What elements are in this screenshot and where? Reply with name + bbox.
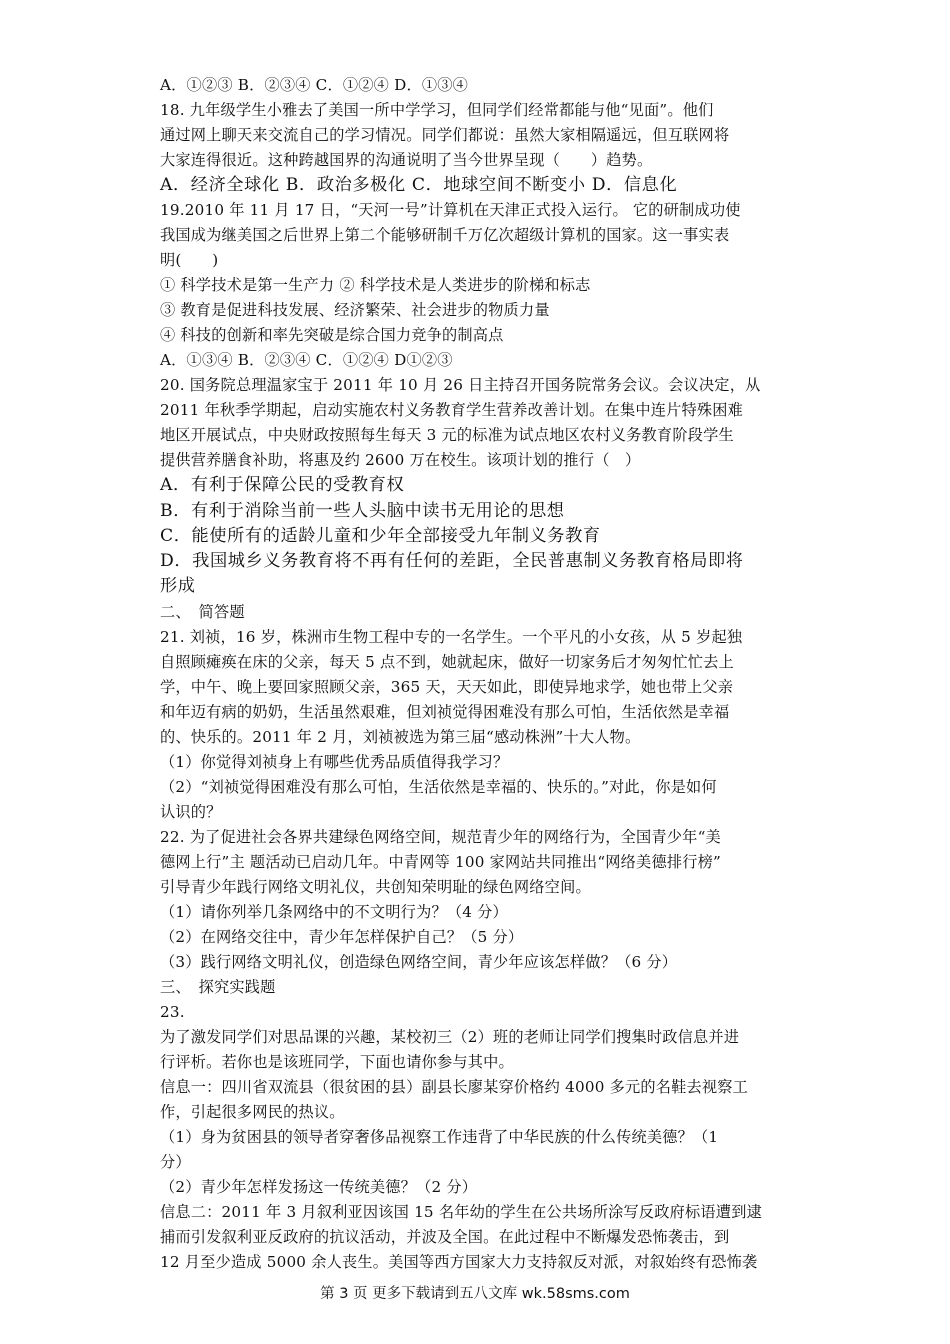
text-line: D．我国城乡义务教育将不再有任何的差距，全民普惠制义务教育格局即将 xyxy=(160,551,744,572)
page-footer: 第 3 页 更多下载请到五八文库 wk.58sms.com xyxy=(320,1286,630,1302)
text-line: （3）践行网络文明礼仪，创造绿色网络空间，青少年应该怎样做？（6 分） xyxy=(160,952,678,971)
text-line: B．有利于消除当前一些人头脑中读书无用论的思想 xyxy=(160,500,565,521)
text-line: 通过网上聊天来交流自己的学习情况。同学们都说：虽然大家相隔遥远，但互联网将 xyxy=(160,126,730,144)
text-line: 行评析。若你也是该班同学，下面也请你参与其中。 xyxy=(160,1052,514,1071)
text-line: 明( ) xyxy=(160,251,219,270)
text-line: 20. 国务院总理温家宝于 2011 年 10 月 26 日主持召开国务院常务会议。会议决定，从 xyxy=(160,376,761,395)
text-line: （2）青少年怎样发扬这一传统美德？（2 分） xyxy=(160,1177,478,1196)
text-line: 作，引起很多网民的热议。 xyxy=(160,1102,345,1121)
text-line: 为了激发同学们对思品课的兴趣，某校初三（2）班的老师让同学们搜集时政信息并进 xyxy=(160,1027,740,1046)
text-line: 的、快乐的。2011 年 2 月，刘祯被选为第三届“感动株洲”十大人物。 xyxy=(160,727,641,746)
text-line: ④ 科技的创新和率先突破是综合国力竞争的制高点 xyxy=(160,326,504,345)
text-line: （1）身为贫困县的领导者穿奢侈品视察工作违背了中华民族的什么传统美德？（1 xyxy=(160,1127,719,1146)
text-line: （1）请你列举几条网络中的不文明行为？（4 分） xyxy=(160,902,508,921)
text-line: 自照顾瘫痪在床的父亲，每天 5 点不到，她就起床，做好一切家务后才匆匆忙忙去上 xyxy=(160,652,734,671)
text-line: 认识的？ xyxy=(160,802,222,821)
text-line: ① 科学技术是第一生产力 ② 科学技术是人类进步的阶梯和标志 xyxy=(160,276,591,295)
text-line: 学，中午、晚上要回家照顾父亲，365 天，天天如此，即使异地求学，她也带上父亲 xyxy=(160,677,734,696)
text-line: 地区开展试点，中央财政按照每生每天 3 元的标准为试点地区农村义务教育阶段学生 xyxy=(160,426,734,445)
text-line: A．①③④ B．②③④ C．①②④ D①②③ xyxy=(160,351,453,370)
text-line: ③ 教育是促进科技发展、经济繁荣、社会进步的物质力量 xyxy=(160,301,550,320)
text-line: 形成 xyxy=(160,576,196,597)
text-line: 12 月至少造成 5000 余人丧生。美国等西方国家大力支持叙反对派，对叙始终有恐怖袭 xyxy=(160,1252,758,1271)
text-line: （2）“刘祯觉得困难没有那么可怕，生活依然是幸福的、快乐的。”对此，你是如何 xyxy=(160,777,717,796)
text-line: 信息二：2011 年 3 月叙利亚因该国 15 名年幼的学生在公共场所涂写反政府标语遭到逮 xyxy=(160,1202,762,1221)
text-line: 德网上行”主 题活动已启动几年。中青网等 100 家网站共同推出“网络美德排行榜” xyxy=(160,852,721,871)
text-line: 23. xyxy=(160,1002,185,1021)
text-line: 提供营养膳食补助，将惠及约 2600 万在校生。该项计划的推行（ ） xyxy=(160,451,641,470)
section-heading: 三、 探究实践题 xyxy=(160,977,276,996)
text-line: 2011 年秋季学期起，启动实施农村义务教育学生营养改善计划。在集中连片特殊困难 xyxy=(160,401,744,420)
text-line: 引导青少年践行网络文明礼仪，共创知荣明耻的绿色网络空间。 xyxy=(160,877,591,896)
text-line: 和年迈有病的奶奶，生活虽然艰难，但刘祯觉得困难没有那么可怕，生活依然是幸福 xyxy=(160,702,730,721)
text-line: 分） xyxy=(160,1152,191,1171)
text-line: A．经济全球化 B．政治多极化 C．地球空间不断变小 D．信息化 xyxy=(160,175,678,195)
section-heading: 二、 简答题 xyxy=(160,602,245,621)
text-line: 信息一：四川省双流县（很贫困的县）副县长廖某穿价格约 4000 多元的名鞋去视察工 xyxy=(160,1077,749,1096)
text-line: 大家连得很近。这种跨越国界的沟通说明了当今世界呈现（ ）趋势。 xyxy=(160,151,653,169)
text-line: 22. 为了促进社会各界共建绿色网络空间，规范青少年的网络行为，全国青少年“美 xyxy=(160,827,721,846)
text-line: 我国成为继美国之后世界上第二个能够研制千万亿次超级计算机的国家。这一事实表 xyxy=(160,226,730,245)
text-line: （1）你觉得刘祯身上有哪些优秀品质值得我学习？ xyxy=(160,752,509,771)
text-line: A．有利于保障公民的受教育权 xyxy=(160,475,405,496)
text-line: C．能使所有的适龄儿童和少年全部接受九年制义务教育 xyxy=(160,525,601,546)
text-line: 21. 刘祯，16 岁，株洲市生物工程中专的一名学生。一个平凡的小女孩，从 5 岁起独 xyxy=(160,627,743,646)
text-line: 18. 九年级学生小雅去了美国一所中学学习，但同学们经常都能与他“见面”。他们 xyxy=(160,101,714,119)
document-body xyxy=(160,73,800,1275)
text-line: A．①②③ B．②③④ C．①②④ D．①③④ xyxy=(160,76,469,94)
text-line: 19.2010 年 11 月 17 日，“天河一号”计算机在天津正式投入运行。 它的研制成功使 xyxy=(160,201,741,220)
text-line: （2）在网络交往中，青少年怎样保护自己？（5 分） xyxy=(160,927,524,946)
text-line: 捕而引发叙利亚反政府的抗议活动，并波及全国。在此过程中不断爆发恐怖袭击，到 xyxy=(160,1227,730,1246)
